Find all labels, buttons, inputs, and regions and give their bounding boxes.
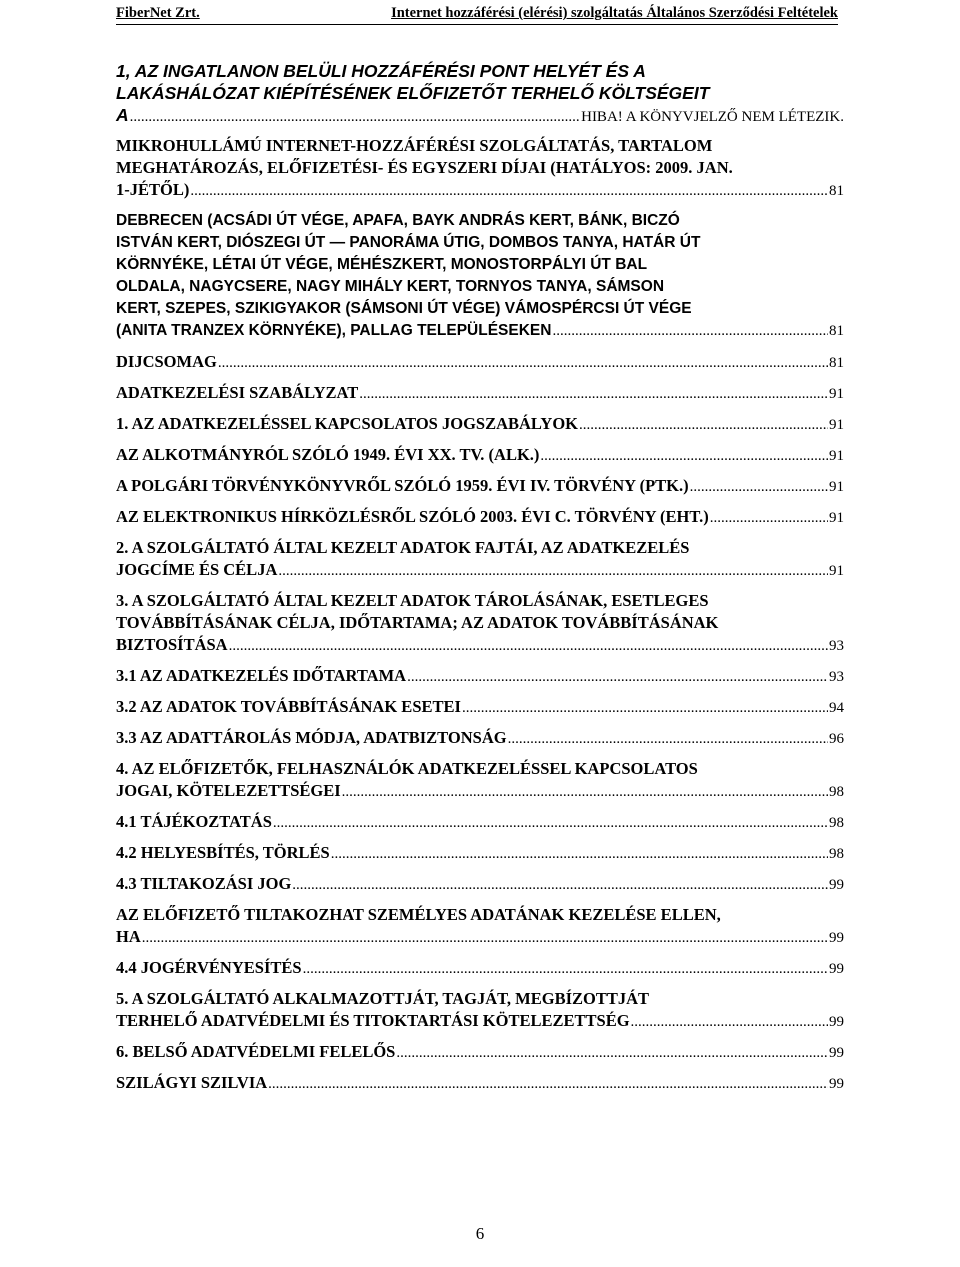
- toc-entry[interactable]: [116, 382, 844, 404]
- toc-entry-final-line: [116, 811, 844, 833]
- toc-entry[interactable]: [116, 475, 844, 497]
- toc-entry-line: 5. A SZOLGÁLTATÓ ALKALMAZOTTJÁT, TAGJÁT, MEGBÍZOTTJÁT: [116, 989, 650, 1008]
- toc-leader-dots: [292, 874, 828, 896]
- toc-leader-dots: [631, 1011, 828, 1033]
- toc-leader-dots: [552, 320, 828, 342]
- toc-entry-text: 3.1 AZ ADATKEZELÉS IDŐTARTAMA: [116, 666, 407, 685]
- toc-leader-dots: [303, 958, 828, 980]
- toc-entry-line: AZ ELŐFIZETŐ TILTAKOZHAT SZEMÉLYES ADATÁNAK KEZELÉSE ELLEN,: [116, 905, 721, 924]
- header-company: FiberNet Zrt.: [116, 5, 200, 21]
- toc-entry-line: MIKROHULLÁMÚ INTERNET-HOZZÁFÉRÉSI SZOLGÁLTATÁS, TARTALOM: [116, 136, 713, 155]
- toc-entry-final-line: [116, 780, 844, 802]
- toc-entry-line: 2. A SZOLGÁLTATÓ ÁLTAL KEZELT ADATOK FAJTÁI, AZ ADATKEZELÉS: [116, 538, 690, 557]
- toc-entry-line: TOVÁBBÍTÁSÁNAK CÉLJA, IDŐTARTAMA; AZ ADATOK TOVÁBBÍTÁSÁNAK: [116, 613, 719, 632]
- toc-page-number: 91: [829, 417, 844, 433]
- toc-page-number: 99: [829, 877, 844, 893]
- toc-leader-dots: [278, 560, 828, 582]
- toc-leader-dots: [142, 927, 828, 949]
- toc-entry[interactable]: [116, 957, 844, 979]
- toc-leader-dots: [229, 635, 828, 657]
- toc-entry-text: 4.3 TILTAKOZÁSI JOG: [116, 874, 292, 893]
- toc-leader-dots: [462, 697, 828, 719]
- table-of-contents: [116, 60, 844, 1103]
- toc-entry[interactable]: [116, 1041, 844, 1063]
- toc-page-number: 99: [829, 1045, 844, 1061]
- toc-entry-final-line: [116, 382, 844, 404]
- toc-entry-final-line: [116, 413, 844, 435]
- toc-leader-dots: [273, 812, 828, 834]
- toc-entry[interactable]: [116, 811, 844, 833]
- toc-entry-final-line: [116, 634, 844, 656]
- toc-entry-text: JOGCÍME ÉS CÉLJA: [116, 560, 278, 579]
- toc-entry-text: BIZTOSÍTÁSA: [116, 635, 228, 654]
- toc-entry-final-line: [116, 842, 844, 864]
- toc-entry-text: 3.3 AZ ADATTÁROLÁS MÓDJA, ADATBIZTONSÁG: [116, 728, 507, 747]
- toc-entry-text: AZ ELEKTRONIKUS HÍRKÖZLÉSRŐL SZÓLÓ 2003. ÉVI C. TÖRVÉNY (EHT.): [116, 507, 709, 526]
- toc-page-number: 98: [829, 784, 844, 800]
- toc-page-number: 91: [829, 479, 844, 495]
- toc-entry-text: 1. AZ ADATKEZELÉSSEL KAPCSOLATOS JOGSZABÁLYOK: [116, 414, 578, 433]
- toc-entry-final-line: [116, 957, 844, 979]
- toc-page-number: 94: [829, 700, 844, 716]
- page-number: 6: [475, 1224, 485, 1243]
- toc-page-number: 99: [829, 930, 844, 946]
- toc-entry-final-line: [116, 873, 844, 895]
- toc-entry[interactable]: [116, 758, 844, 802]
- toc-entry-text: (ANITA TRANZEX KÖRNYÉKE), PALLAG TELEPÜLÉSEKEN: [116, 322, 552, 339]
- toc-entry[interactable]: [116, 842, 844, 864]
- toc-entry[interactable]: [116, 696, 844, 718]
- toc-entry[interactable]: [116, 444, 844, 466]
- toc-entry[interactable]: [116, 665, 844, 687]
- toc-page-number: 91: [829, 563, 844, 579]
- toc-entry-text: ADATKEZELÉSI SZABÁLYZAT: [116, 383, 359, 402]
- toc-entry-final-line: [116, 727, 844, 749]
- toc-entry-line: KERT, SZEPES, SZIKIGYAKOR (SÁMSONI ÚT VÉGE) VÁMOSPÉRCSI ÚT VÉGE: [116, 300, 692, 317]
- toc-page-number: 81: [829, 183, 844, 199]
- toc-page-number: 98: [829, 846, 844, 862]
- toc-entry-final-line: [116, 1010, 844, 1032]
- toc-entry-line: DEBRECEN (ACSÁDI ÚT VÉGE, APAFA, BAYK ANDRÁS KERT, BÁNK, BICZÓ: [116, 212, 680, 229]
- toc-entry-line: 4. AZ ELŐFIZETŐK, FELHASZNÁLÓK ADATKEZELÉSSEL KAPCSOLATOS: [116, 759, 698, 778]
- toc-entry-text: 4.2 HELYESBÍTÉS, TÖRLÉS: [116, 843, 330, 862]
- toc-entry-text: TERHELŐ ADATVÉDELMI ÉS TITOKTARTÁSI KÖTELEZETTSÉG: [116, 1011, 630, 1030]
- toc-page-number: 99: [829, 1076, 844, 1092]
- toc-page-number: 91: [829, 386, 844, 402]
- toc-entry-text: A: [116, 105, 129, 125]
- toc-leader-dots: [407, 666, 828, 688]
- toc-entry-text: DIJCSOMAG: [116, 352, 217, 371]
- toc-entry-line: 1, AZ INGATLANON BELÜLI HOZZÁFÉRÉSI PONT HELYÉT ÉS A: [116, 61, 646, 81]
- toc-entry-line: 3. A SZOLGÁLTATÓ ÁLTAL KEZELT ADATOK TÁROLÁSÁNAK, ESETLEGES: [116, 591, 709, 610]
- toc-entry-final-line: [116, 696, 844, 718]
- toc-entry[interactable]: [116, 590, 844, 656]
- toc-entry-text: 3.2 AZ ADATOK TOVÁBBÍTÁSÁNAK ESETEI: [116, 697, 461, 716]
- toc-leader-dots: [190, 180, 828, 202]
- toc-page-number: 91: [829, 510, 844, 526]
- toc-leader-dots: [268, 1073, 828, 1095]
- toc-entry-final-line: [116, 475, 844, 497]
- toc-entry[interactable]: [116, 537, 844, 581]
- toc-entry-text: JOGAI, KÖTELEZETTSÉGEI: [116, 781, 341, 800]
- toc-entry-text: AZ ALKOTMÁNYRÓL SZÓLÓ 1949. ÉVI XX. TV. (ALK.): [116, 445, 540, 464]
- toc-leader-dots: [508, 728, 828, 750]
- toc-entry-final-line: [116, 506, 844, 528]
- toc-entry-text: 1-JÉTŐL): [116, 180, 190, 199]
- toc-leader-dots: [359, 383, 828, 405]
- toc-entry-text: HA: [116, 927, 141, 946]
- toc-entry-line: OLDALA, NAGYCSERE, NAGY MIHÁLY KERT, TORNYOS TANYA, SÁMSON: [116, 278, 665, 295]
- toc-page-number: 93: [829, 669, 844, 685]
- toc-page-number: 93: [829, 638, 844, 654]
- toc-entry-text: 4.4 JOGÉRVÉNYESÍTÉS: [116, 958, 302, 977]
- toc-entry[interactable]: [116, 351, 844, 373]
- toc-page-number: 81: [829, 323, 844, 339]
- toc-page-number: 81: [829, 355, 844, 371]
- toc-leader-dots: [540, 445, 828, 467]
- toc-entry-final-line: [116, 1041, 844, 1063]
- toc-leader-dots: [710, 507, 828, 529]
- toc-entry-line: ISTVÁN KERT, DIÓSZEGI ÚT — PANORÁMA ÚTIG, DOMBOS TANYA, HATÁR ÚT: [116, 234, 701, 251]
- toc-page-reference: HIBA! A KÖNYVJELZŐ NEM LÉTEZIK.: [581, 109, 844, 125]
- toc-entry-final-line: [116, 179, 844, 201]
- toc-entry[interactable]: [116, 873, 844, 895]
- toc-entry-final-line: [116, 926, 844, 948]
- page-header: [116, 4, 838, 25]
- toc-entry-final-line: [116, 351, 844, 373]
- toc-page-number: 98: [829, 815, 844, 831]
- toc-entry-final-line: [116, 1072, 844, 1094]
- toc-entry-line: KÖRNYÉKE, LÉTAI ÚT VÉGE, MÉHÉSZKERT, MONOSTORPÁLYI ÚT BAL: [116, 256, 648, 273]
- toc-leader-dots: [579, 414, 828, 436]
- toc-page-number: 96: [829, 731, 844, 747]
- toc-leader-dots: [331, 843, 828, 865]
- toc-entry-final-line: [116, 104, 844, 126]
- toc-entry[interactable]: [116, 1072, 844, 1094]
- toc-entry[interactable]: [116, 210, 844, 342]
- toc-page-number: 99: [829, 1014, 844, 1030]
- toc-entry-final-line: [116, 320, 844, 342]
- toc-entry-final-line: [116, 444, 844, 466]
- toc-entry-text: 4.1 TÁJÉKOZTATÁS: [116, 812, 272, 831]
- toc-entry[interactable]: [116, 60, 844, 126]
- toc-leader-dots: [130, 106, 580, 128]
- toc-entry-text: A POLGÁRI TÖRVÉNYKÖNYVRŐL SZÓLÓ 1959. ÉVI IV. TÖRVÉNY (PTK.): [116, 476, 689, 495]
- toc-entry-line: MEGHATÁROZÁS, ELŐFIZETÉSI- ÉS EGYSZERI DÍJAI (HATÁLYOS: 2009. JAN.: [116, 158, 733, 177]
- header-document-title: Internet hozzáférési (elérési) szolgáltatás Általános Szerződési Feltételek: [391, 5, 838, 21]
- toc-entry[interactable]: [116, 506, 844, 528]
- toc-page-number: 91: [829, 448, 844, 464]
- toc-entry-text: 6. BELSŐ ADATVÉDELMI FELELŐS: [116, 1042, 396, 1061]
- toc-entry[interactable]: [116, 904, 844, 948]
- toc-entry[interactable]: [116, 413, 844, 435]
- toc-leader-dots: [218, 352, 828, 374]
- toc-entry-final-line: [116, 559, 844, 581]
- toc-leader-dots: [342, 781, 828, 803]
- toc-entry-final-line: [116, 665, 844, 687]
- toc-entry-line: LAKÁSHÁLÓZAT KIÉPÍTÉSÉNEK ELŐFIZETŐT TERHELŐ KÖLTSÉGEIT: [116, 83, 710, 103]
- toc-leader-dots: [396, 1042, 828, 1064]
- toc-entry[interactable]: [116, 727, 844, 749]
- toc-leader-dots: [690, 476, 828, 498]
- toc-entry-text: SZILÁGYI SZILVIA: [116, 1073, 268, 1092]
- toc-page-number: 99: [829, 961, 844, 977]
- toc-entry[interactable]: [116, 135, 844, 201]
- toc-entry[interactable]: [116, 988, 844, 1032]
